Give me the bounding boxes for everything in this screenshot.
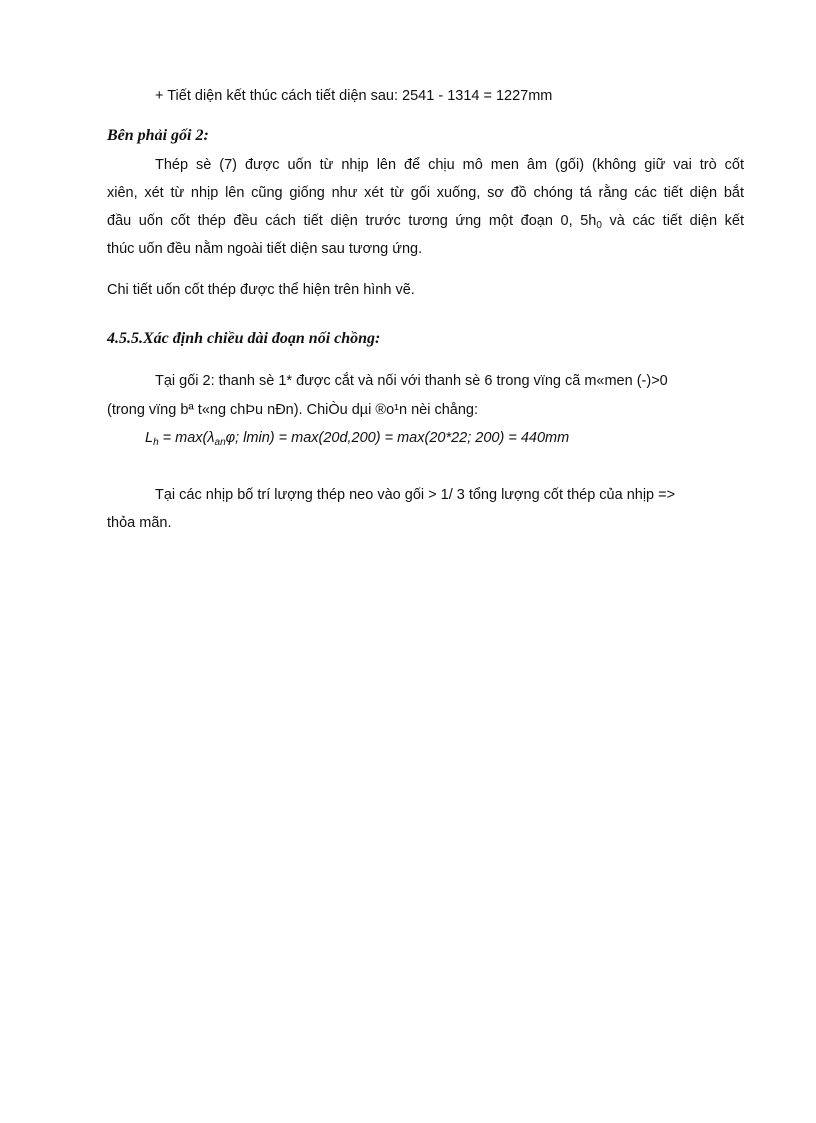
paragraph-line-2: xiên, xét từ nhịp lên cũng giống như xét từ gối xuống, sơ đồ chóng tá rằng các tiết diện bắt: [107, 185, 744, 201]
right-of-support-2-heading: Bên phải gối 2:: [107, 127, 209, 144]
bending-details-note: Chi tiết uốn cốt thép được thể hiện trên hình vẽ.: [107, 282, 415, 298]
paragraph-line-3: đầu uốn cốt thép đều cách tiết diện trước tương ứng một đoạn 0, $5h_0$ và các tiết diện kết: [107, 213, 745, 231]
section-end-line: + Tiết diện kết thúc cách tiết diện sau: 2541 - 1314 = 1227mm: [155, 88, 553, 104]
satisfied-text-line: thỏa mãn.: [107, 515, 172, 531]
paragraph-line-1: Thép sè (7) được uốn từ nhịp lên để chịu mô men âm (gối) (không giữ vai trò cốt: [155, 157, 744, 173]
compression-zone-text-line: (trong vïng bª t«ng chÞu nÐn). ChiÒu dµi ®o¹n nèi chång:: [107, 402, 478, 418]
lap-splice-heading: 4.5.5.Xác định chiều dài đoạn nối chồng:: [107, 330, 381, 347]
lap-length-formula: $L_h = \max(\lambda_{an}\varphi$; lmin) = max(20d,200) = max(20*22; 200) = 440mm: [145, 430, 570, 448]
anchorage-text-line: Tại các nhịp bố trí lượng thép neo vào gối > 1/ 3 tổng lượng cốt thép của nhịp =>: [155, 487, 676, 503]
paragraph-line-4: thúc uốn đều nằm ngoài tiết diện sau tương ứng.: [107, 241, 423, 257]
h0-subscript: 0: [596, 220, 602, 231]
support-2-text-line: Tại gối 2: thanh sè 1* được cắt và nối với thanh sè 6 trong vïng cã m«men (-)>0: [155, 373, 668, 389]
